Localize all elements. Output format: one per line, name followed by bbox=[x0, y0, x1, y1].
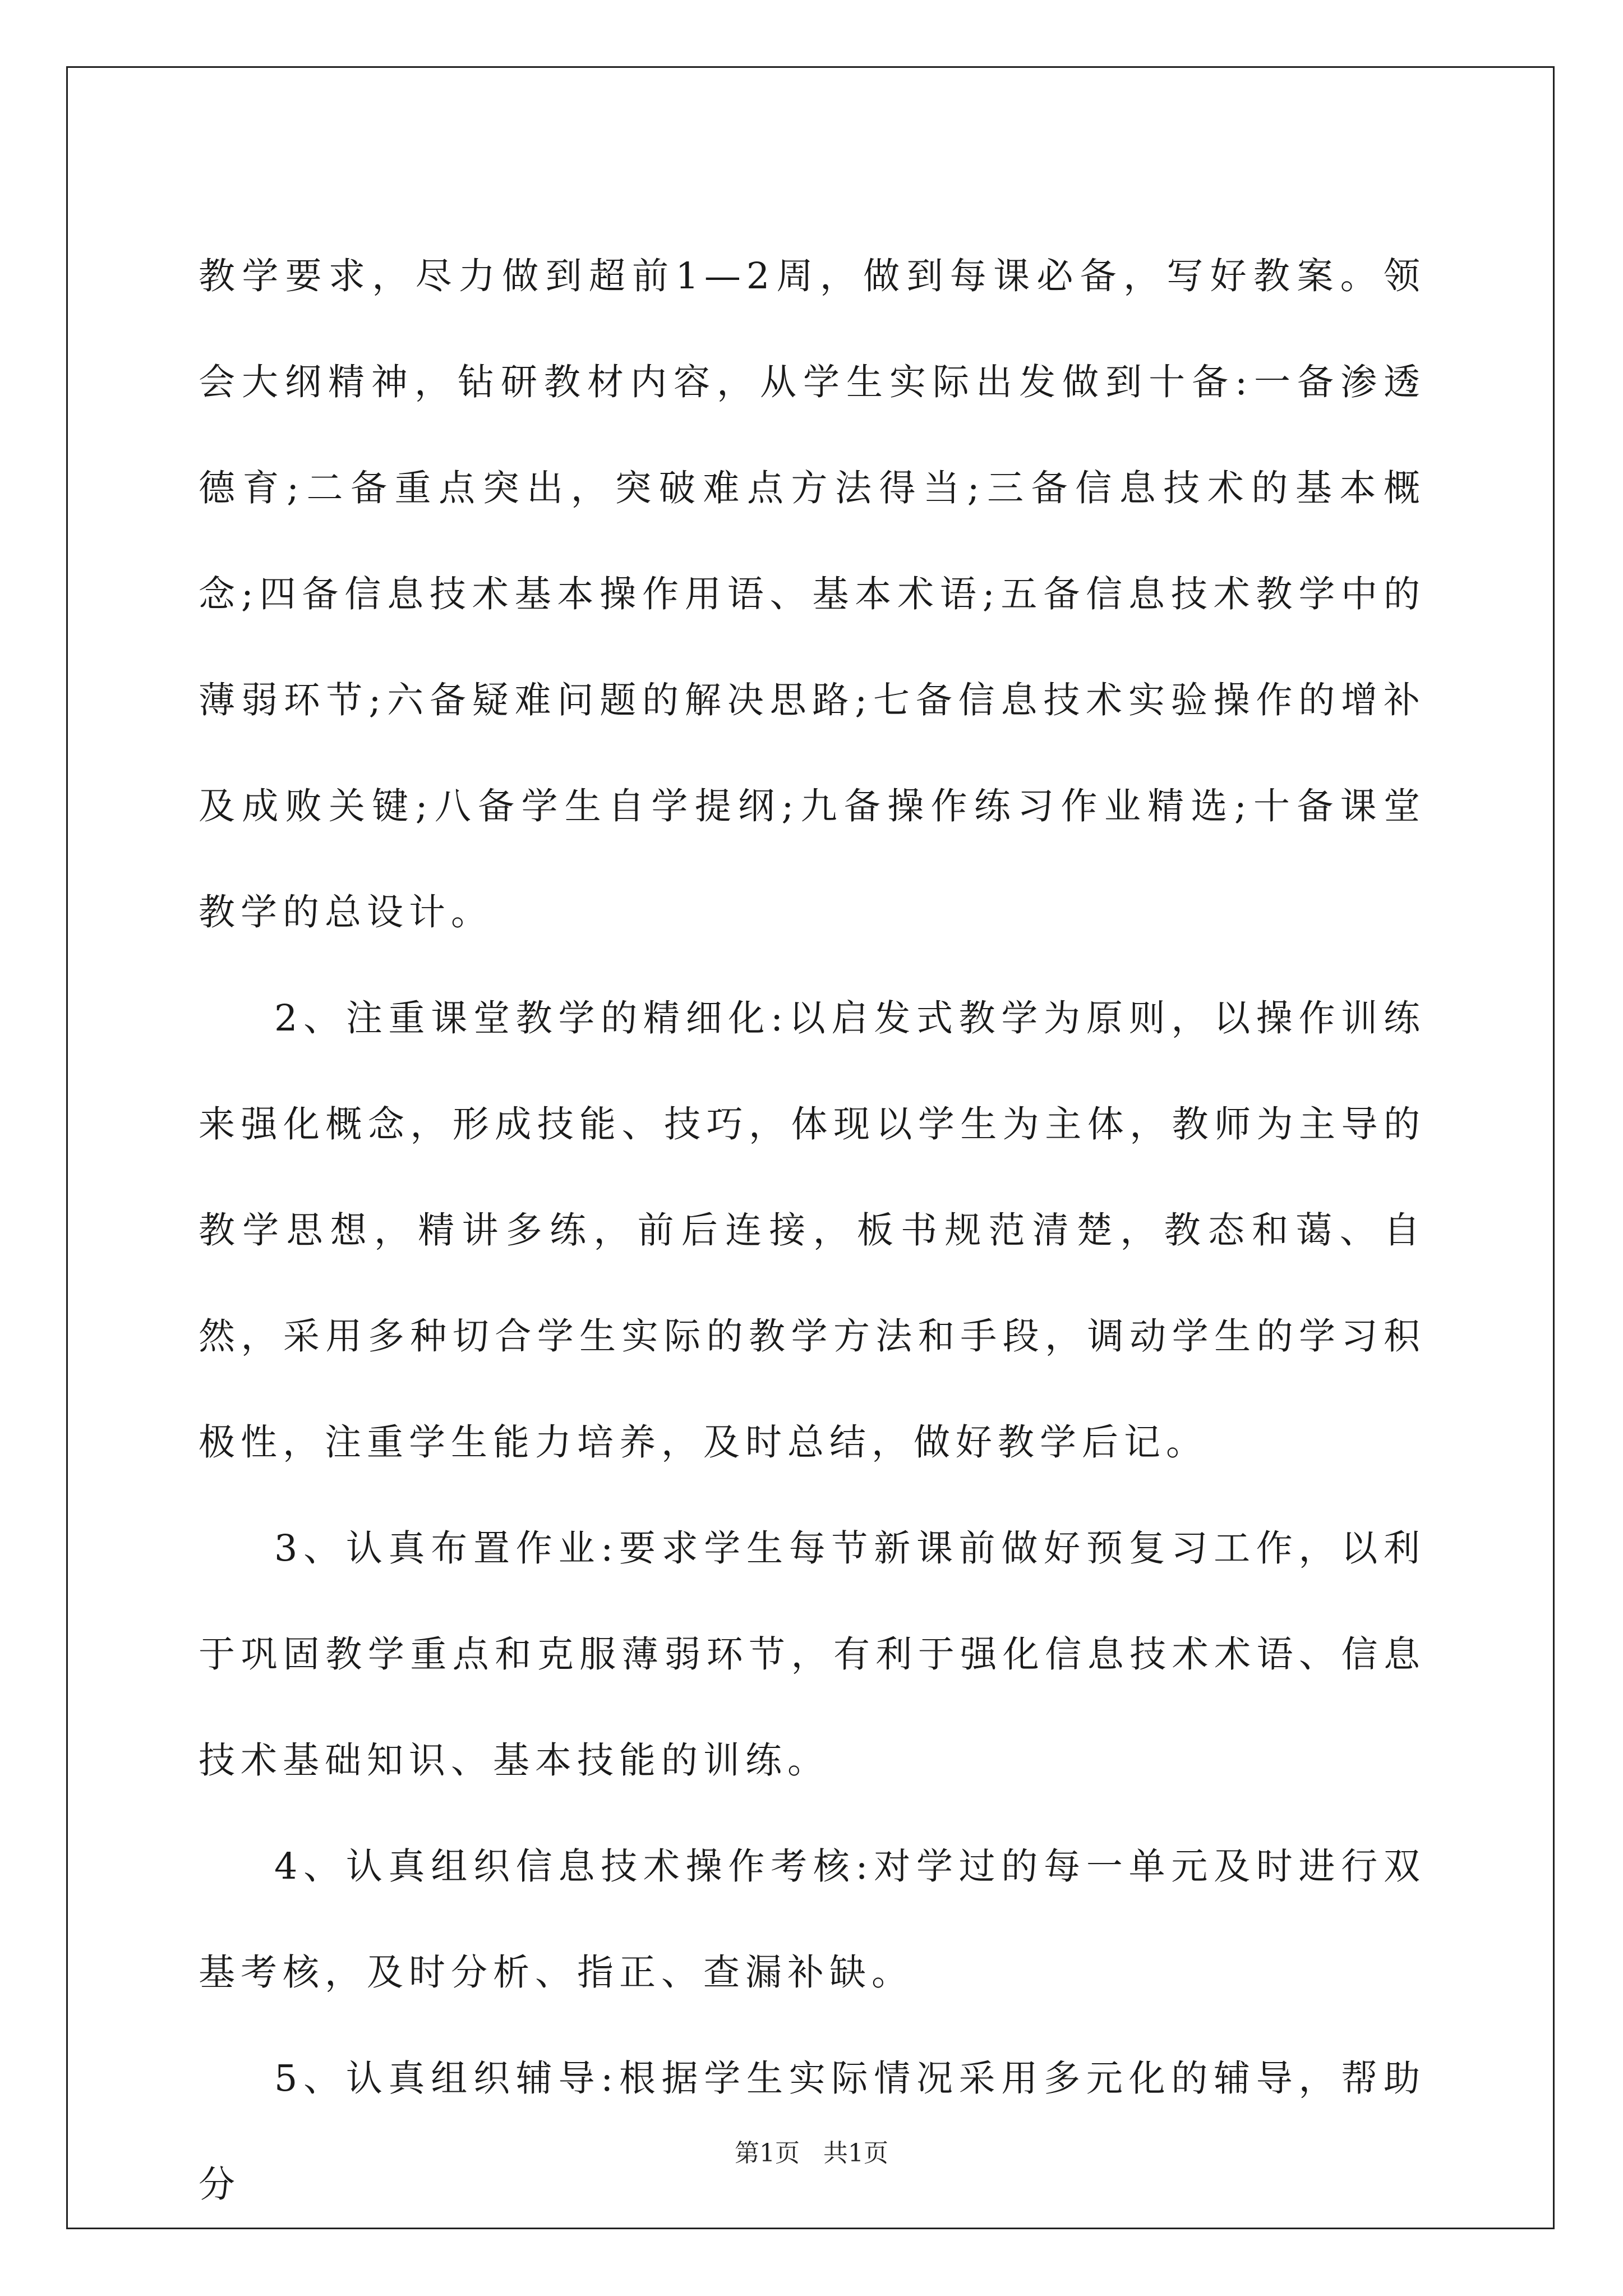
paragraph: 2、注重课堂教学的精细化:以启发式教学为原则，以操作训练来强化概念，形成技能、技巧，体现以学生为主体，教师为主导的教学思想，精讲多练，前后连接，板书规范清楚，教态和蔼、自然，采用多种切合学生实际的教学方法和手段，调动学生的学习积极性，注重学生能力培养，及时总结，做好教学后记。 bbox=[199, 997, 1426, 1464]
page-number: 第1页 bbox=[735, 2139, 800, 2168]
paragraph: 3、认真布置作业:要求学生每节新课前做好预复习工作，以利于巩固教学重点和克服薄弱环节，有利于强化信息技术术语、信息技术基础知识、基本技能的训练。 bbox=[199, 1527, 1426, 1782]
page-footer bbox=[0, 2133, 1623, 2169]
paragraph: 4、认真组织信息技术操作考核:对学过的每一单元及时进行双基考核，及时分析、指正、查漏补缺。 bbox=[199, 1846, 1426, 1994]
paragraph: 5、认真组织辅导:根据学生实际情况采用多元化的辅导，帮助分 bbox=[199, 2058, 1426, 2206]
document-body bbox=[199, 223, 1426, 2238]
page-total: 共1页 bbox=[823, 2139, 888, 2168]
paragraph: 教学要求，尽力做到超前1—2周，做到每课必备，写好教案。领会大纲精神，钻研教材内容，从学生实际出发做到十备:一备渗透德育;二备重点突出，突破难点方法得当;三备信息技术的基本概念;四备信息技术基本操作用语、基本术语;五备信息技术教学中的薄弱环节;六备疑难问题的解决思路;七备信息技术实验操作的增补及成败关键;八备学生自学提纲;九备操作练习作业精选;十备课堂教学的总设计。 bbox=[199, 255, 1426, 933]
